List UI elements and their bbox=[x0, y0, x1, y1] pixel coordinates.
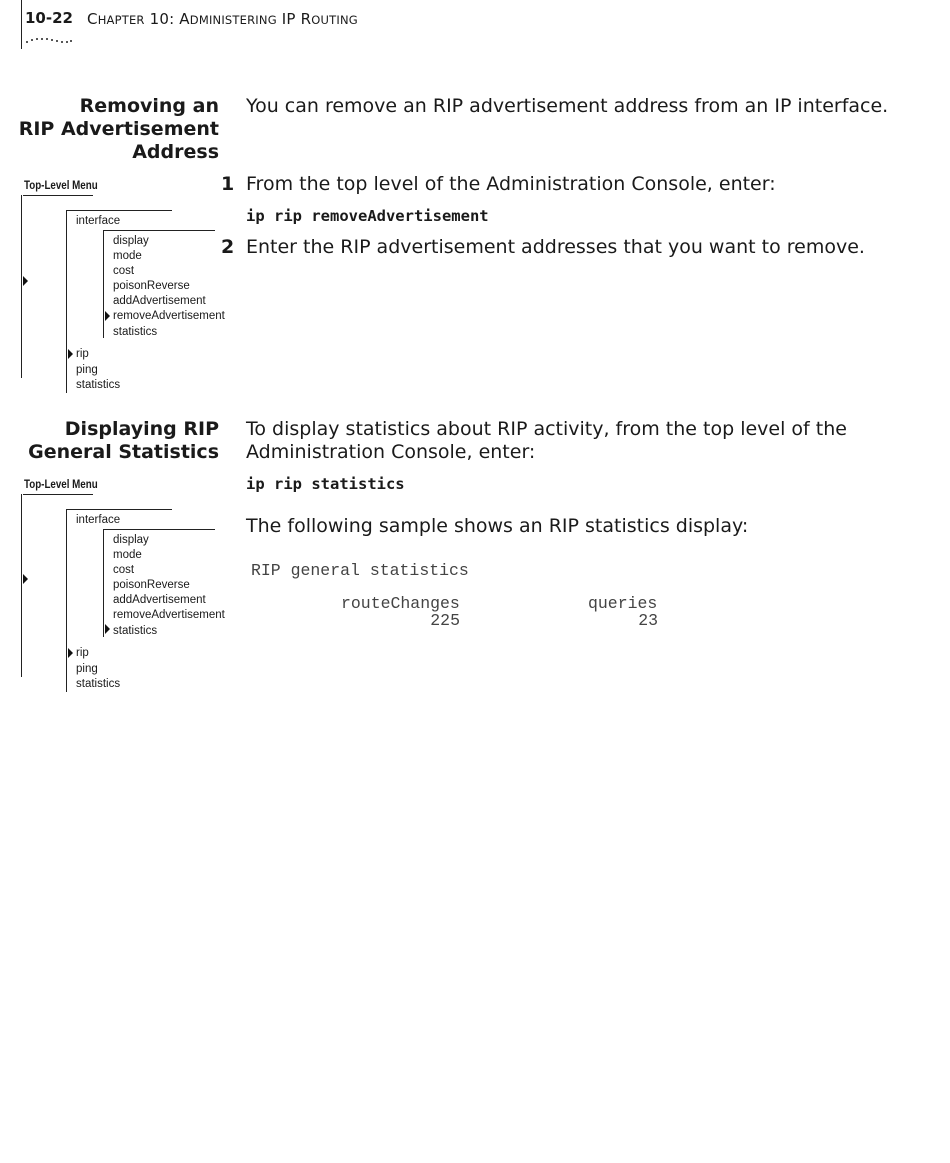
pointer-icon bbox=[68, 349, 73, 359]
section1-intro: You can remove an RIP advertisement address from an IP interface. bbox=[246, 95, 889, 117]
pointer-icon bbox=[23, 574, 28, 584]
pointer-icon bbox=[105, 624, 110, 634]
section2-intro: To display statistics about RIP activity, from the top level of the Administration Console, enter: bbox=[246, 418, 847, 463]
output-heading: RIP general statistics bbox=[251, 561, 469, 580]
output-col2-value: 23 bbox=[638, 611, 658, 630]
pointer-icon bbox=[68, 648, 73, 658]
menu-title: Top-Level Menu bbox=[24, 479, 98, 491]
output-col2-label: queries bbox=[588, 594, 658, 613]
section-title-remove-advertisement: Removing an RIP Advertisement Address bbox=[18, 95, 219, 163]
step-number: 2 bbox=[221, 236, 235, 258]
step-number: 1 bbox=[221, 173, 235, 195]
step-text: Enter the RIP advertisement addresses that you want to remove. bbox=[246, 236, 865, 258]
pointer-icon bbox=[23, 276, 28, 286]
menu-level2-item: interface bbox=[76, 514, 121, 526]
pointer-icon bbox=[105, 311, 110, 321]
menu-diagram-statistics: Top-Level Menu interface rip ping statistics display mode cost poisonReverse addAdvertisement removeAdvertisement statistics bbox=[0, 477, 230, 702]
sample-intro: The following sample shows an RIP statistics display: bbox=[246, 515, 749, 537]
menu-diagram-remove: Top-Level Menu interface rip ping statistics display mode cost poisonReverse addAdvertisement removeAdvertisement statistics bbox=[0, 178, 230, 403]
header-rule bbox=[21, 0, 22, 49]
menu-title: Top-Level Menu bbox=[24, 180, 98, 192]
command-rip-statistics: ip rip statistics bbox=[246, 475, 405, 493]
output-col1-value: 225 bbox=[430, 611, 460, 630]
menu-level2-item: interface bbox=[76, 215, 121, 227]
chapter-title: CHAPTER 10: ADMINISTERING IP ROUTING bbox=[87, 10, 358, 28]
command-remove-advertisement: ip rip removeAdvertisement bbox=[246, 207, 489, 225]
header-dots bbox=[25, 36, 73, 44]
page-number: 10-22 bbox=[25, 9, 73, 27]
section-title-display-statistics: Displaying RIP General Statistics bbox=[28, 418, 219, 463]
output-col1-label: routeChanges bbox=[341, 594, 460, 613]
step-text: From the top level of the Administration Console, enter: bbox=[246, 173, 776, 195]
